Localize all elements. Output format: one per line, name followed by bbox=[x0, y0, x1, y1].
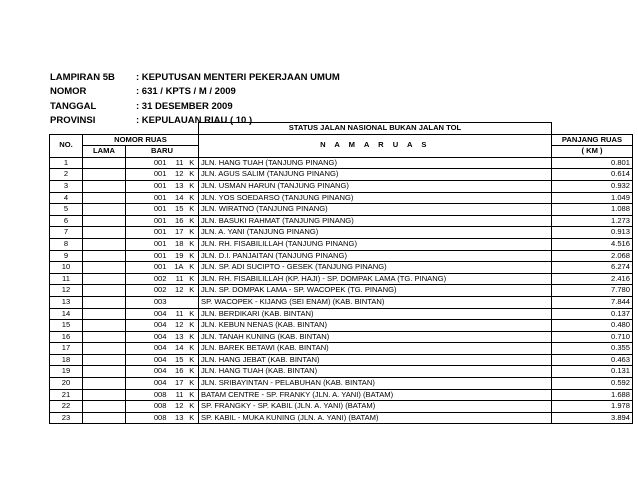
table-row bbox=[50, 320, 633, 332]
cell-baru-seg: 16 bbox=[169, 366, 186, 378]
cell-no: 15 bbox=[50, 320, 83, 332]
table-row bbox=[50, 204, 633, 216]
cell-baru-code: 004 bbox=[126, 378, 169, 390]
cell-baru-code: 001 bbox=[126, 192, 169, 204]
cell-baru-code: 001 bbox=[126, 169, 169, 181]
cell-panjang: 0.932 bbox=[552, 180, 633, 192]
cell-baru-suffix: K bbox=[186, 343, 199, 355]
cell-panjang: 2.416 bbox=[552, 273, 633, 285]
cell-baru-seg: 14 bbox=[169, 192, 186, 204]
cell-panjang: 1.978 bbox=[552, 401, 633, 413]
header-value: : 631 / KPTS / M / 2009 bbox=[136, 86, 236, 98]
table-row bbox=[50, 285, 633, 297]
cell-baru-seg: 15 bbox=[169, 354, 186, 366]
cell-lama bbox=[83, 204, 126, 216]
header-value: : KEPULAUAN RIAU ( 10 ) bbox=[136, 115, 253, 127]
cell-baru-code: 004 bbox=[126, 308, 169, 320]
cell-nama-ruas: JLN. RH. FISABILILLAH (KP. HAJI) - SP. DOMPAK LAMA (TG. PINANG) bbox=[199, 273, 552, 285]
table-row bbox=[50, 250, 633, 262]
table-row bbox=[50, 192, 633, 204]
cell-baru-code: 001 bbox=[126, 227, 169, 239]
cell-baru-suffix: K bbox=[186, 285, 199, 297]
cell-baru-suffix: K bbox=[186, 331, 199, 343]
table-row bbox=[50, 343, 633, 355]
cell-lama bbox=[83, 285, 126, 297]
cell-baru-suffix: K bbox=[186, 215, 199, 227]
table-row bbox=[50, 378, 633, 390]
table-row bbox=[50, 331, 633, 343]
cell-panjang: 1.688 bbox=[552, 389, 633, 401]
col-header-km: ( KM ) bbox=[552, 146, 633, 158]
cell-baru-suffix: K bbox=[186, 412, 199, 424]
cell-baru-suffix: K bbox=[186, 192, 199, 204]
cell-baru-seg: 13 bbox=[169, 331, 186, 343]
header-label: LAMPIRAN 5B bbox=[50, 72, 115, 83]
cell-nama-ruas: JLN. HANG TUAH (KAB. BINTAN) bbox=[199, 366, 552, 378]
cell-baru-seg: 12 bbox=[169, 285, 186, 297]
cell-no: 7 bbox=[50, 227, 83, 239]
table-row bbox=[50, 273, 633, 285]
cell-panjang: 7.844 bbox=[552, 296, 633, 308]
cell-nama-ruas: JLN. BASUKI RAHMAT (TANJUNG PINANG) bbox=[199, 215, 552, 227]
cell-no: 22 bbox=[50, 401, 83, 413]
cell-baru-code: 001 bbox=[126, 262, 169, 274]
cell-lama bbox=[83, 227, 126, 239]
cell-lama bbox=[83, 157, 126, 169]
cell-lama bbox=[83, 180, 126, 192]
cell-panjang: 0.137 bbox=[552, 308, 633, 320]
cell-lama bbox=[83, 378, 126, 390]
cell-panjang: 0.355 bbox=[552, 343, 633, 355]
cell-baru-seg: 11 bbox=[169, 308, 186, 320]
cell-no: 11 bbox=[50, 273, 83, 285]
cell-baru-seg: 12 bbox=[169, 320, 186, 332]
cell-nama-ruas: JLN. HANG TUAH (TANJUNG PINANG) bbox=[199, 157, 552, 169]
cell-baru-code: 001 bbox=[126, 250, 169, 262]
cell-baru-seg: 16 bbox=[169, 215, 186, 227]
cell-baru-code: 008 bbox=[126, 412, 169, 424]
cell-no: 3 bbox=[50, 180, 83, 192]
cell-baru-suffix: K bbox=[186, 169, 199, 181]
table-title: STATUS JALAN NASIONAL BUKAN JALAN TOL bbox=[199, 123, 552, 135]
cell-panjang: 0.801 bbox=[552, 157, 633, 169]
cell-nama-ruas: JLN. SRIBAYINTAN - PELABUHAN (KAB. BINTAN) bbox=[199, 378, 552, 390]
cell-panjang: 0.480 bbox=[552, 320, 633, 332]
cell-baru-suffix: K bbox=[186, 320, 199, 332]
table-row bbox=[50, 412, 633, 424]
cell-lama bbox=[83, 401, 126, 413]
cell-baru-suffix: K bbox=[186, 308, 199, 320]
table-row bbox=[50, 308, 633, 320]
cell-nama-ruas: JLN. YOS SOEDARSO (TANJUNG PINANG) bbox=[199, 192, 552, 204]
cell-no: 21 bbox=[50, 389, 83, 401]
cell-baru-suffix: K bbox=[186, 262, 199, 274]
header-row-nomor bbox=[50, 85, 340, 99]
cell-baru-suffix: K bbox=[186, 366, 199, 378]
table-row bbox=[50, 157, 633, 169]
cell-nama-ruas: JLN. SP. DOMPAK LAMA - SP. WACOPEK (TG. PINANG) bbox=[199, 285, 552, 297]
table-row bbox=[50, 296, 633, 308]
cell-no: 10 bbox=[50, 262, 83, 274]
col-header-lama: LAMA bbox=[83, 146, 126, 158]
cell-lama bbox=[83, 296, 126, 308]
header-label: PROVINSI bbox=[50, 115, 96, 127]
cell-baru-code: 004 bbox=[126, 366, 169, 378]
cell-nama-ruas: JLN. AGUS SALIM (TANJUNG PINANG) bbox=[199, 169, 552, 181]
cell-panjang: 4.516 bbox=[552, 238, 633, 250]
cell-nama-ruas: JLN. A. YANI (TANJUNG PINANG) bbox=[199, 227, 552, 239]
table-row bbox=[50, 169, 633, 181]
cell-baru-code: 003 bbox=[126, 296, 169, 308]
cell-baru-seg: 12 bbox=[169, 169, 186, 181]
cell-lama bbox=[83, 412, 126, 424]
cell-baru-seg: 15 bbox=[169, 204, 186, 216]
cell-panjang: 1.049 bbox=[552, 192, 633, 204]
cell-nama-ruas: JLN. TANAH KUNING (KAB. BINTAN) bbox=[199, 331, 552, 343]
cell-nama-ruas: SP. WACOPEK - KIJANG (SEI ENAM) (KAB. BINTAN) bbox=[199, 296, 552, 308]
cell-baru-seg: 1A bbox=[169, 262, 186, 274]
cell-baru-seg: 17 bbox=[169, 378, 186, 390]
cell-lama bbox=[83, 320, 126, 332]
cell-baru-code: 002 bbox=[126, 273, 169, 285]
cell-no: 9 bbox=[50, 250, 83, 262]
cell-panjang: 0.710 bbox=[552, 331, 633, 343]
table-row bbox=[50, 227, 633, 239]
col-header-baru: BARU bbox=[126, 146, 199, 158]
cell-baru-seg: 11 bbox=[169, 273, 186, 285]
cell-no: 19 bbox=[50, 366, 83, 378]
cell-panjang: 6.274 bbox=[552, 262, 633, 274]
cell-lama bbox=[83, 169, 126, 181]
cell-baru-code: 001 bbox=[126, 204, 169, 216]
table-row bbox=[50, 366, 633, 378]
cell-no: 17 bbox=[50, 343, 83, 355]
header-label: NOMOR bbox=[50, 86, 87, 98]
cell-nama-ruas: JLN. BAREK BETAWI (KAB. BINTAN) bbox=[199, 343, 552, 355]
cell-baru-seg: 14 bbox=[169, 343, 186, 355]
cell-nama-ruas: JLN. BERDIKARI (KAB. BINTAN) bbox=[199, 308, 552, 320]
cell-panjang: 0.614 bbox=[552, 169, 633, 181]
cell-baru-seg: 11 bbox=[169, 157, 186, 169]
cell-lama bbox=[83, 238, 126, 250]
cell-nama-ruas: BATAM CENTRE - SP. FRANKY (JLN. A. YANI) (BATAM) bbox=[199, 389, 552, 401]
cell-baru-code: 004 bbox=[126, 343, 169, 355]
cell-baru-suffix: K bbox=[186, 401, 199, 413]
cell-baru-seg: 17 bbox=[169, 227, 186, 239]
table-row bbox=[50, 389, 633, 401]
cell-lama bbox=[83, 308, 126, 320]
cell-nama-ruas: JLN. HANG JEBAT (KAB. BINTAN) bbox=[199, 354, 552, 366]
cell-no: 13 bbox=[50, 296, 83, 308]
cell-nama-ruas: JLN. KEBUN NENAS (KAB. BINTAN) bbox=[199, 320, 552, 332]
table-row bbox=[50, 238, 633, 250]
cell-no: 6 bbox=[50, 215, 83, 227]
cell-baru-seg: 13 bbox=[169, 412, 186, 424]
cell-baru-code: 004 bbox=[126, 320, 169, 332]
header-value: : 31 DESEMBER 2009 bbox=[136, 100, 233, 112]
col-header-nama-ruas: N A M A R U A S bbox=[199, 134, 552, 157]
cell-no: 16 bbox=[50, 331, 83, 343]
table-row bbox=[50, 215, 633, 227]
cell-panjang: 0.463 bbox=[552, 354, 633, 366]
cell-panjang: 0.131 bbox=[552, 366, 633, 378]
cell-nama-ruas: JLN. USMAN HARUN (TANJUNG PINANG) bbox=[199, 180, 552, 192]
cell-baru-code: 001 bbox=[126, 238, 169, 250]
cell-baru-suffix: K bbox=[186, 378, 199, 390]
cell-baru-code: 004 bbox=[126, 331, 169, 343]
cell-no: 5 bbox=[50, 204, 83, 216]
header-value: : KEPUTUSAN MENTERI PEKERJAAN UMUM bbox=[136, 72, 340, 83]
road-status-table bbox=[49, 122, 633, 424]
cell-lama bbox=[83, 215, 126, 227]
cell-lama bbox=[83, 192, 126, 204]
cell-panjang: 1.273 bbox=[552, 215, 633, 227]
cell-panjang: 0.913 bbox=[552, 227, 633, 239]
cell-no: 23 bbox=[50, 412, 83, 424]
cell-lama bbox=[83, 343, 126, 355]
cell-nama-ruas: SP. FRANGKY - SP. KABIL (JLN. A. YANI) (BATAM) bbox=[199, 401, 552, 413]
cell-baru-suffix: K bbox=[186, 354, 199, 366]
cell-baru-code: 001 bbox=[126, 180, 169, 192]
document-header bbox=[50, 71, 340, 129]
col-header-nomor-ruas: NOMOR RUAS bbox=[83, 134, 199, 146]
cell-nama-ruas: JLN. D.I. PANJAITAN (TANJUNG PINANG) bbox=[199, 250, 552, 262]
cell-baru-seg: 19 bbox=[169, 250, 186, 262]
cell-no: 8 bbox=[50, 238, 83, 250]
cell-baru-seg: 12 bbox=[169, 401, 186, 413]
cell-no: 1 bbox=[50, 157, 83, 169]
cell-baru-code: 002 bbox=[126, 285, 169, 297]
col-header-panjang: PANJANG RUAS bbox=[552, 134, 633, 146]
cell-baru-code: 004 bbox=[126, 354, 169, 366]
cell-baru-code: 001 bbox=[126, 215, 169, 227]
cell-lama bbox=[83, 366, 126, 378]
cell-nama-ruas: JLN. SP. ADI SUCIPTO - GESEK (TANJUNG PINANG) bbox=[199, 262, 552, 274]
header-label: TANGGAL bbox=[50, 100, 97, 112]
table-row bbox=[50, 401, 633, 413]
cell-baru-suffix: K bbox=[186, 273, 199, 285]
header-row-tanggal bbox=[50, 100, 340, 114]
cell-no: 4 bbox=[50, 192, 83, 204]
cell-lama bbox=[83, 354, 126, 366]
cell-panjang: 0.592 bbox=[552, 378, 633, 390]
cell-baru-seg: 18 bbox=[169, 238, 186, 250]
table-body bbox=[50, 157, 633, 424]
cell-nama-ruas: JLN. RH. FISABILILLAH (TANJUNG PINANG) bbox=[199, 238, 552, 250]
cell-baru-suffix: K bbox=[186, 227, 199, 239]
table-row bbox=[50, 180, 633, 192]
cell-lama bbox=[83, 250, 126, 262]
col-header-no: NO. bbox=[50, 134, 83, 157]
cell-panjang: 7.780 bbox=[552, 285, 633, 297]
cell-no: 20 bbox=[50, 378, 83, 390]
cell-baru-suffix: K bbox=[186, 389, 199, 401]
cell-no: 12 bbox=[50, 285, 83, 297]
cell-lama bbox=[83, 389, 126, 401]
cell-lama bbox=[83, 331, 126, 343]
cell-no: 18 bbox=[50, 354, 83, 366]
cell-lama bbox=[83, 262, 126, 274]
header-row-lampiran bbox=[50, 71, 340, 85]
table-row bbox=[50, 262, 633, 274]
cell-baru-code: 001 bbox=[126, 157, 169, 169]
cell-panjang: 3.894 bbox=[552, 412, 633, 424]
cell-baru-seg bbox=[169, 296, 186, 308]
cell-nama-ruas: SP. KABIL - MUKA KUNING (JLN. A. YANI) (BATAM) bbox=[199, 412, 552, 424]
cell-baru-seg: 11 bbox=[169, 389, 186, 401]
cell-baru-suffix bbox=[186, 296, 199, 308]
cell-nama-ruas: JLN. WIRATNO (TANJUNG PINANG) bbox=[199, 204, 552, 216]
cell-baru-code: 008 bbox=[126, 389, 169, 401]
cell-baru-suffix: K bbox=[186, 204, 199, 216]
cell-no: 14 bbox=[50, 308, 83, 320]
cell-baru-suffix: K bbox=[186, 238, 199, 250]
cell-baru-suffix: K bbox=[186, 250, 199, 262]
cell-no: 2 bbox=[50, 169, 83, 181]
cell-baru-seg: 13 bbox=[169, 180, 186, 192]
cell-panjang: 2.068 bbox=[552, 250, 633, 262]
cell-lama bbox=[83, 273, 126, 285]
table-row bbox=[50, 354, 633, 366]
cell-baru-code: 008 bbox=[126, 401, 169, 413]
cell-baru-suffix: K bbox=[186, 157, 199, 169]
cell-baru-suffix: K bbox=[186, 180, 199, 192]
cell-panjang: 1.088 bbox=[552, 204, 633, 216]
